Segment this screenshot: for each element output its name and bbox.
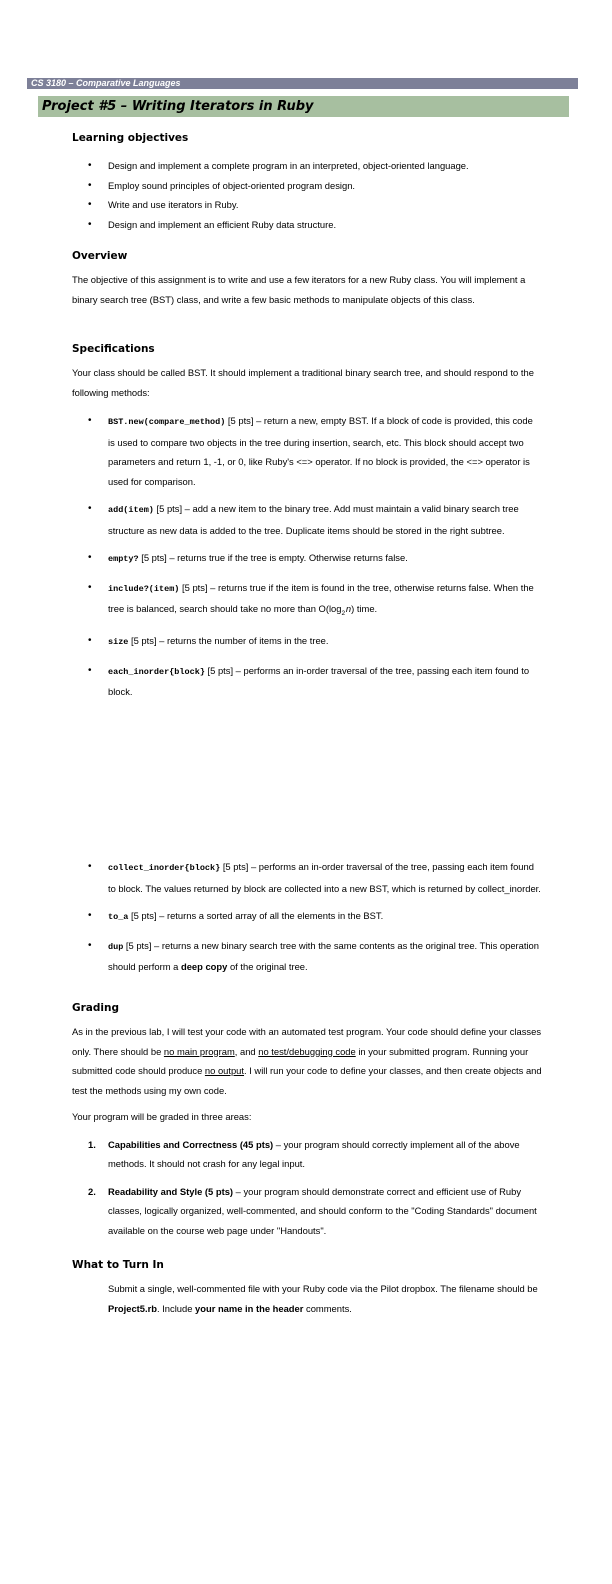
turn-in-text: Submit a single, well-commented file with your Ruby code via the Pilot dropbox. The filename should be Project5.rb. Include your name in the header comments.: [108, 1283, 538, 1314]
method-item: • to_a [5 pts] – returns a sorted array of all the elements in the BST.: [72, 906, 542, 928]
grading-text: As in the previous lab, I will test your code with an automated test program. Your code should define your classes only. There should be no main program, and no test/debugging code in your submitted program. Running your submitted code should produce no output. I will run your code to define your classes, and then create objects and test the methods using my own code.: [72, 1026, 542, 1096]
grading-heading: Grading: [72, 1002, 119, 1014]
method-list-continued: [72, 857, 542, 977]
list-item: • Write and use iterators in Ruby.: [72, 195, 542, 215]
learning-objectives-section: [72, 132, 542, 234]
specifications-intro: Your class should be called BST. It should implement a traditional binary search tree, and should respond to the following methods:: [72, 367, 534, 398]
bullet-icon: •: [88, 160, 92, 171]
method-item: • add(item) [5 pts] – add a new item to the binary tree. Add must maintain a valid binary search tree structure as new data is added to the tree. Duplicate items should be stored in the right subtree.: [72, 499, 542, 540]
grading-item: 2. Readability and Style (5 pts) – your program should demonstrate correct and efficient use of Ruby classes, logically organized, well-commented, and should conform to the "Coding Standards" document available on the course web page under "Handouts".: [88, 1185, 537, 1236]
specifications-section: [72, 343, 542, 710]
bullet-icon: •: [88, 218, 92, 230]
overview-section: [72, 250, 542, 309]
overview-text: The objective of this assignment is to write and use a few iterators for a new Ruby class. You will implement a binary search tree (BST) class, and write a few basic methods to manipulate objects of this class.: [72, 274, 526, 305]
turn-in-section: [72, 1259, 542, 1318]
learning-objectives-list: [72, 156, 542, 234]
bullet-icon: •: [88, 664, 92, 676]
bullet-icon: •: [88, 415, 92, 426]
list-item: • Design and implement an efficient Ruby data structure.: [72, 215, 542, 235]
grading-intro: Your program will be graded in three areas:: [72, 1111, 252, 1122]
bullet-icon: •: [88, 199, 92, 210]
method-item: • BST.new(compare_method) [5 pts] – return a new, empty BST. If a block of code is provided, this code is used to compare two objects in the tree during insertion, search, etc. This block should accept two parameters and return 1, -1, or 0, like Ruby's <=> operator. If no block is provided, the <=> operator is used for comparison.: [72, 411, 542, 491]
bullet-icon: •: [88, 503, 92, 514]
grading-section: [72, 1002, 542, 1248]
list-item: • Employ sound principles of object-oriented program design.: [72, 176, 542, 196]
list-item: • Design and implement a complete program in an interpreted, object-oriented language.: [72, 156, 542, 176]
method-item: • each_inorder{block} [5 pts] – performs an in-order traversal of the tree, passing each item found to block.: [72, 661, 542, 702]
specifications-heading: Specifications: [72, 343, 155, 355]
bullet-icon: •: [88, 861, 92, 872]
grading-item: 1. Capabilities and Correctness (45 pts) – your program should correctly implement all of the above methods. It should not crash for any legal input.: [88, 1138, 520, 1169]
bullet-icon: •: [88, 552, 92, 563]
page-title: Project #5 – Writing Iterators in Ruby: [38, 96, 569, 117]
specifications-continued: [72, 857, 542, 985]
method-item: • dup [5 pts] – returns a new binary search tree with the same contents as the original tree. This operation should perform a deep copy of the original tree.: [72, 936, 542, 977]
overview-heading: Overview: [72, 250, 128, 262]
method-item: • empty? [5 pts] – returns true if the tree is empty. Otherwise returns false.: [72, 548, 542, 570]
bullet-icon: •: [88, 179, 92, 191]
learning-objectives-heading: Learning objectives: [72, 132, 189, 144]
method-item: • size [5 pts] – returns the number of items in the tree.: [72, 631, 542, 653]
bullet-icon: •: [88, 939, 92, 951]
bullet-icon: •: [88, 635, 92, 647]
grading-list: [72, 1135, 542, 1241]
method-item: • collect_inorder{block} [5 pts] – performs an in-order traversal of the tree, passing each item found to block. The values returned by block are collected into a new BST, which is returned by collect_inorder.: [72, 857, 542, 898]
course-header-bar: CS 3180 – Comparative Languages: [27, 78, 578, 89]
method-list: [72, 411, 542, 702]
turn-in-heading: What to Turn In: [72, 1259, 164, 1271]
bullet-icon: •: [88, 910, 92, 921]
bullet-icon: •: [88, 581, 92, 593]
method-item: • include?(item) [5 pts] – returns true if the item is found in the tree, otherwise returns false. When the tree is balanced, search should take no more than $O(\log_2$ n) time.: [72, 578, 542, 624]
